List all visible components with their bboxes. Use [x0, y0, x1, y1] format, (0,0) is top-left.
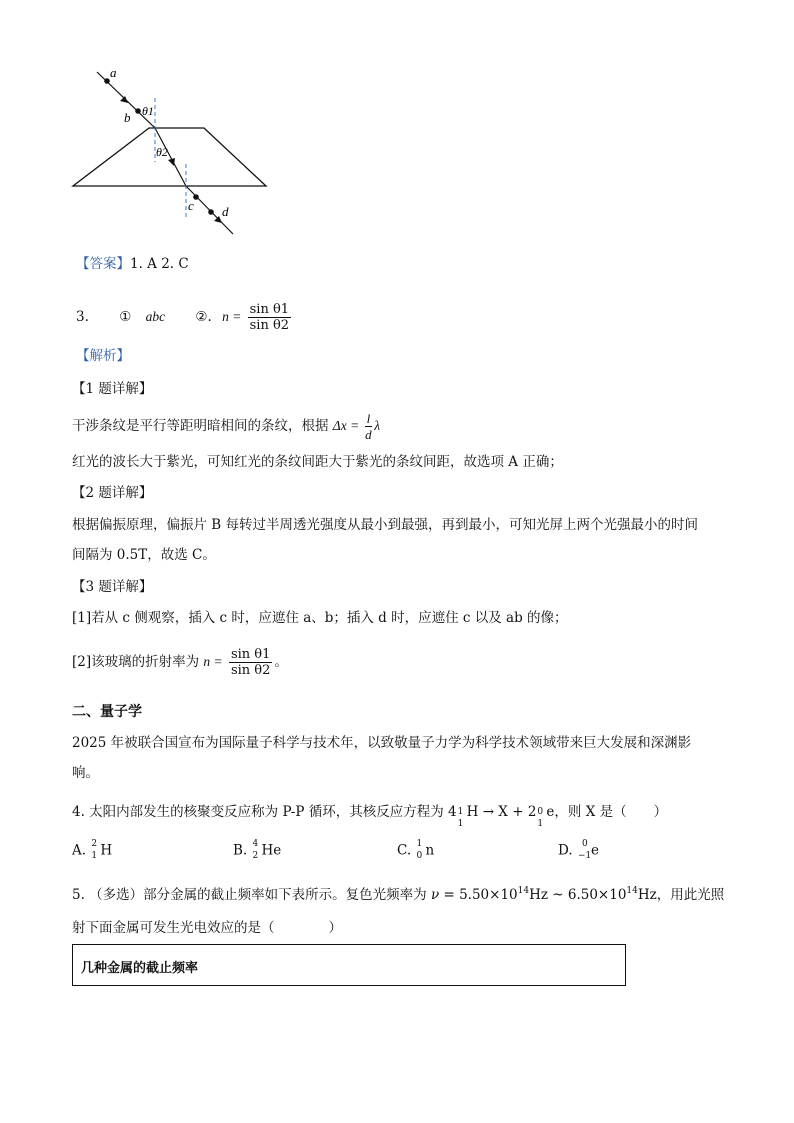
label-theta2: θ2	[156, 145, 168, 159]
q3-line2-text: [2]该玻璃的折射率为	[72, 654, 200, 670]
label-c: c	[188, 198, 194, 213]
refraction-diagram	[0, 0, 794, 250]
q3-line2: [2]该玻璃的折射率为 n = $\frac{\text{sin θ1}}{\text{sin θ2}}$ 。	[72, 647, 288, 678]
section-intro-line1: 2025 年被联合国宣布为国际量子科学与技术年，以致敬量子力学为科学技术领域带来巨大发展和深渊影	[72, 735, 692, 751]
q3-answer	[76, 299, 293, 335]
q4-stem-end: ，则 X 是（ ）	[554, 804, 668, 820]
fraction-numerator-2: sin θ1	[230, 647, 271, 662]
section-intro-line2: 响。	[72, 765, 99, 781]
q2-line2: 间隔为 0.5T，故选 C。	[72, 547, 216, 563]
q1-line2: 红光的波长大于紫光，可知红光的条纹间距大于紫光的条纹间距，故选项 A 正确；	[72, 454, 563, 470]
point-a	[104, 78, 110, 84]
point-d	[208, 209, 214, 215]
fraction-numerator: sin θ1	[249, 302, 290, 317]
q2-line1: 根据偏振原理，偏振片 B 每转过半周透光强度从最小到最强，再到最小，可知光屏上两个光强最小的时间	[72, 517, 699, 533]
answer-line	[76, 255, 189, 273]
q3-line1: [1]若从 c 侧观察，插入 c 时，应遮住 a、b；插入 d 时，应遮住 c 以及 ab 的像；	[72, 610, 568, 626]
q3-answer-number: 3.	[76, 309, 89, 325]
fraction-denominator: sin θ2	[249, 318, 290, 333]
table-title: 几种金属的截止频率	[81, 961, 199, 976]
label-a: a	[110, 65, 117, 80]
point-b	[135, 108, 141, 114]
fraction-denominator-2: sin θ2	[230, 663, 271, 678]
refractive-index-fraction-2	[229, 647, 272, 678]
q4-stem-text: 4. 太阳内部发生的核聚变反应称为 P-P 循环，其核反应方程为	[72, 804, 444, 820]
q4-option-a[interactable]: A. 2 1 H	[72, 839, 113, 861]
q5-stem-text: 5. （多选）部分金属的截止频率如下表所示。复色光频率为	[72, 887, 427, 903]
label-d: d	[222, 204, 229, 219]
q5-stem-end: ，用此光照	[656, 887, 725, 903]
q3-line2-end: 。	[274, 654, 288, 670]
q1-title: 【1 题详解】	[72, 381, 153, 397]
q5-stem-line1	[72, 884, 724, 906]
q2-title: 【2 题详解】	[72, 485, 153, 501]
section-title: 二、量子学	[72, 704, 142, 720]
arrow-2	[168, 158, 175, 166]
q1-line1-text: 干涉条纹是平行等距明暗相间的条纹，根据	[72, 418, 329, 434]
q4-option-b[interactable]: B. 4 2 He	[233, 839, 282, 861]
analysis-tag: 【解析】	[76, 348, 130, 364]
arrow-1	[120, 96, 128, 103]
arrow-3	[214, 216, 222, 223]
label-b: b	[124, 110, 131, 125]
q3-answer-value1: abc	[145, 309, 166, 324]
q4-stem	[72, 801, 668, 829]
q1-line1	[72, 408, 380, 444]
q5-stem-line2: 射下面金属可发生光电效应的是（ ）	[72, 920, 342, 936]
glass-trapezoid	[73, 128, 266, 186]
label-theta1: θ1	[142, 104, 154, 118]
q4-option-c[interactable]: C. 1 0 n	[397, 839, 435, 861]
q4-option-d[interactable]: D. 0 −1 e	[558, 839, 599, 861]
q3-title: 【3 题详解】	[72, 579, 153, 595]
frequency-range: $\nu = 5.50\times 10^{14}Hz$ ~ $6.50\times 10^{14}Hz$	[430, 886, 657, 903]
point-c	[193, 194, 199, 200]
answer-tag: 【答案】	[76, 256, 130, 272]
answer-items: 1. A 2. C	[130, 256, 189, 272]
cutoff-frequency-table	[72, 944, 626, 986]
q3-answer-circle1: ①	[119, 309, 132, 325]
refractive-index-fraction	[248, 302, 291, 333]
q3-answer-circle2: ②.	[195, 309, 212, 325]
q3-answer-lhs: n =	[222, 309, 242, 324]
nuclear-equation: 4 1 1 H → X + 2 0 1 e	[448, 804, 555, 829]
fringe-formula: Δx = $\frac{l}{d}$ λ	[332, 411, 381, 443]
